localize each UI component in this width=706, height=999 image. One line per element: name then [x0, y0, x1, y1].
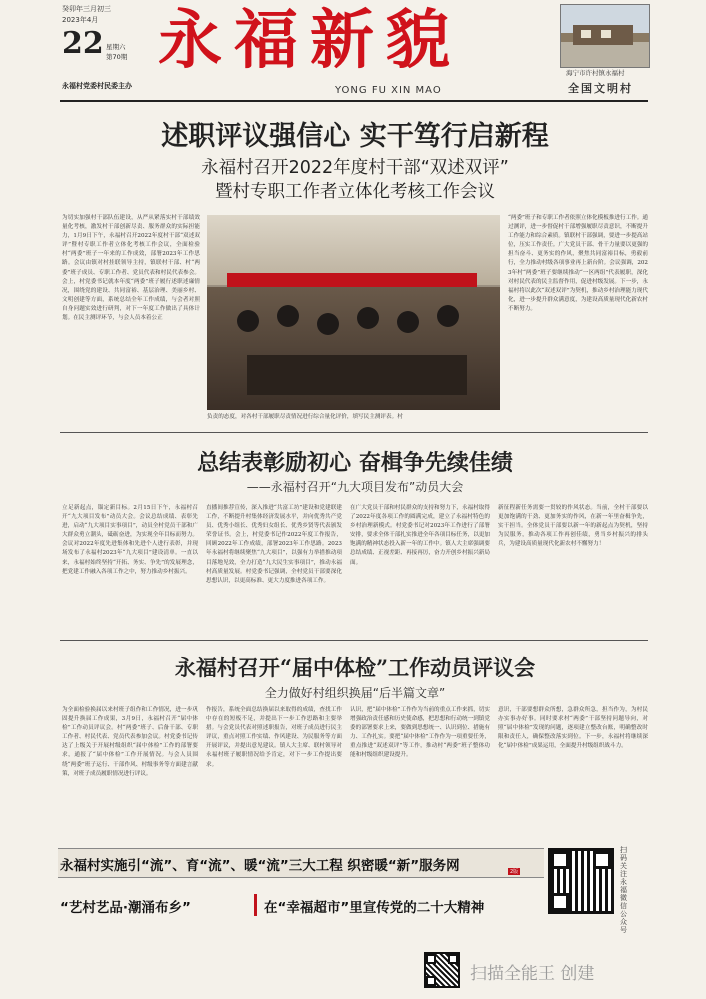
second-subhead: ——永福村召开“九大项目发布”动员大会	[246, 480, 464, 494]
second-column-2: 直播间推荐宣传，深入推进“共富工坊”建设和党建联建工作，不断提升村集体经济发展水平，并向优秀共产党员、优秀小组长、优秀妇女组长、优秀乡贤等代表颁发荣誉证书。会上，村党委书记作2022年度工作报告，回顾2022年工作成绩，部署2023年工作思路。2023年永福村将继续聚焦“九大项目”，以强有力举措推动项目落地见效，全力打造“九大民生实事项目”，推动永福村高质量发展。村党委书记强调，全村党员干部要深化思想认识，以更高标准、更大力度推进各项工作。	[206, 505, 342, 584]
scanner-watermark: 扫描全能王 创建	[470, 964, 595, 984]
newspaper-title: 永福新貌	[158, 3, 462, 78]
masthead-photo	[560, 4, 650, 68]
masthead-date-block	[62, 4, 152, 91]
masthead-photo-caption: 海宁市许村镇永福村	[566, 69, 625, 77]
year-month: 2023年4月	[62, 16, 99, 24]
banner-2-left: “艺村艺品·潮涌布乡”	[60, 900, 191, 916]
lead-column-1: 为切实加强村干部队伍建设，从严从紧落实村干部绩效量化考核，激发村干部创新尽责、服务群众的实际担能力，1月9日下午，永福村召开2022年度村干部“双述双评”暨村专职工作者立体化考核工作会议，全面检验村“两委”班子一年来的工作成效，部署2023年工作思路。会议由镇对村挂联领导主持，镇联村干部、村“两委”班子成员、专职工作者、党员代表和村民代表参会。会上，村党委书记就本年度“两委”班子履行述职述廉情况，围绕党的建设、共同富裕、基层治理、美丽乡村、文明创建等方面，系统总结全年工作成绩，与会者对照自身问题实效进行研判，对下一年度工作做出了具体计划。在民主测评环节，与会人员本着公正	[62, 215, 200, 322]
issue-day: 22	[62, 26, 104, 61]
weekday: 星期六	[106, 43, 126, 51]
third-column-4: 意识，干部要想群众所想，急群众所急，担当作为，为村民办实事办好事。同时要求村“两委”干部坚持问题导向，对照“届中体检”发现的问题，逐项建立整改台账，明确整改时限和责任人，确保整改落实到位。下一步，永福村将继续深化“届中体检”成果运用，全面提升村级组织战斗力。	[498, 707, 648, 750]
issue-number: 第70期	[106, 53, 128, 61]
third-column-2: 作报告，系统全面总结换届以来取得的成绩，查找工作中存在的短板不足，并提出下一步工作思路和主要举措。与会党员代表对照述职报告，对班子成员进行民主评议，重点对照工作实绩、作风建设、为民服务等方面开展评议，并提出意见建议。镇人大主席、联村领导对永福村班子履职情况给予肯定，对下一步工作提出要求。	[206, 707, 342, 768]
lead-column-2: 负责的态度，对各村干部履职尽责情况进行综合量化评价，填写民主测评表。村	[207, 414, 403, 420]
third-headline: 永福村召开“届中体检”工作动员评议会	[174, 655, 536, 680]
second-headline: 总结表彰励初心 奋楫争先续佳绩	[197, 450, 513, 476]
third-column-1: 为全面检验换届以来村班子组作和工作情况，进一步巩固提升换届工作成果，3月9日，永福村召开“届中体检”工作动员评议会。村“两委”班子、后备干部、专职工作者、村民代表、党员代表参加会议。村党委书记传达了上级关于开展村级组织“届中体检”工作的部署要求，通报了“届中体检”工作开展情况。与会人员围绕“两委”班子运行、干部作风、村级事务等方面建言献策，对班子成员履职情况进行评议。	[62, 707, 198, 777]
masthead-rule	[60, 100, 648, 102]
third-column-3: 认识，把“届中体检”工作作为当前的重点工作来抓，切实增强政治责任感和历史使命感，把思想和行动统一到镇党委的部署要求上来，要做到思想统一、认识到位、措施有力、工作扎实。要把“届中体检”工作作为一项重要任务，重点推进“双述双评”等工作，推动村“两委”班子整体功能和村级组织建设提升。	[350, 707, 490, 759]
lead-headline: 述职评议强信心 实干笃行启新程	[161, 121, 549, 152]
lead-photo	[207, 215, 500, 410]
lead-column-3: “两委”班子和专职工作者依照立体化模板推进行工作。通过测评，进一步督促村干部增强履职尽责意识，不断提升工作能力和综合素质。镇联村干部强调，要进一步提高站位，压实工作责任。广大党员干部、骨干力量要以更强的担当奋斗、更务实的作风，聚焦共同富裕目标，勇毅前行，全力推动村级各项事业再上新台阶。会议强调，2023年村“两委”班子要继续推动“一区两组”代表履职，深化对村民代表的民主监督作用，促进村级发展。下一步，永福村将以此次“双述双评”为契机，推动乡村治理能力现代化，进一步提升群众满意度，为建设高质量现代化新农村不断努力。	[508, 215, 648, 312]
banner-2-divider	[254, 894, 257, 916]
banner-1-text: 永福村实施引“流”、育“流”、暖“流”三大工程 织密暖“新”服务网	[60, 858, 460, 874]
banner-1-page-tag: 2版	[510, 869, 519, 875]
banner-2-right: 在“幸福超市”里宣传党的二十大精神	[264, 900, 485, 916]
second-bottom-rule	[60, 640, 648, 641]
third-subhead: 全力做好村组织换届“后半篇文章”	[264, 686, 446, 700]
publisher: 永福村党委村民委主办	[62, 82, 132, 90]
banner-1	[58, 848, 544, 878]
qr-code-small	[424, 952, 460, 988]
second-column-3: 在广大党员干部和村民群众的支持和努力下，永福村取得了2022年度各项工作的圆满完成，建立了永福村特色的乡村治理新模式。村党委书记对2023年工作进行了部署安排，要求全体干部扎实推进全年各项目标任务，以更加饱满的精神状态投入新一年的工作中。镇人大主席强调要总结成绩、正视差距、再接再厉，奋力开创乡村振兴新局面。	[350, 505, 490, 566]
newspaper-pinyin: YONG FU XIN MAO	[335, 85, 442, 96]
lead-bottom-rule	[60, 432, 648, 433]
lead-subhead-2: 暨村专职工作者立体化考核工作会议	[215, 182, 495, 202]
banner-2	[58, 888, 544, 920]
second-column-1: 立足新起点，锚定新目标。2月15日下午，永福村召开“九大项目发布”动员大会。会议总结成绩、表彰先进，启动“九大项目实事项目”，动员全村党员干部和广大群众勇立潮头，砥砺奋进，为实现全年目标而努力。会议对2022年度先进集体和先进个人进行表彰，并现场发布了永福村2023年“九大项目”建设清单。一直以来，永福村始终坚持“开拓、务实、争先”的发展理念，把党建工作融入各项工作之中，努力推动乡村振兴。	[62, 505, 198, 575]
lunar-date: 癸卯年三月初三	[62, 5, 111, 13]
masthead-tagline: 全国文明村	[568, 82, 633, 95]
qr-caption: 扫码关注永福微信公众号	[620, 846, 627, 934]
second-column-4: 新征程新任务需要一贯较的作风状态。当前，全村干部要以更加饱满的干劲、更加务实的作风，在新一年里奋楫争先，实干担当。全体党员干部要以新一年的新起点为契机，坚持为民服务，推动各项工作再创佳绩，勇当乡村振兴的排头兵，为建设高质量现代化新农村不懈努力！	[498, 505, 648, 548]
qr-code-large	[548, 848, 614, 914]
lead-subhead-1: 永福村召开2022年度村干部“双述双评”	[201, 158, 509, 178]
